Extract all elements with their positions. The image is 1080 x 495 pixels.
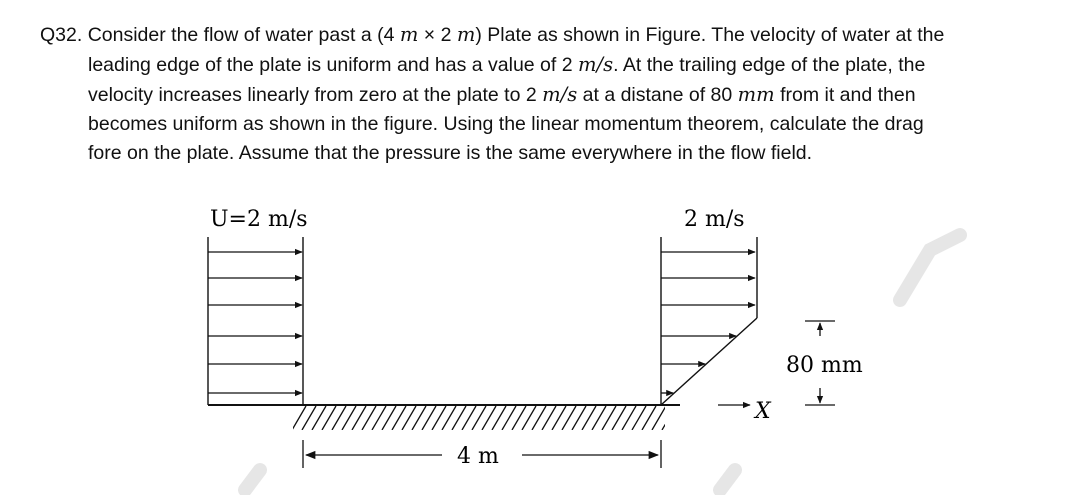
hatch-line bbox=[672, 406, 686, 430]
watermark bbox=[245, 190, 960, 490]
thickness-label: 80 mm bbox=[786, 353, 863, 378]
inlet-arrows bbox=[208, 252, 302, 393]
plate-hatching bbox=[292, 406, 696, 430]
question-line-4: becomes uniform as shown in the figure. Using the linear momentum theorem, calculate the drag bbox=[88, 113, 924, 135]
flow-figure bbox=[0, 190, 1080, 495]
inlet-velocity-profile bbox=[208, 237, 303, 405]
hatch-line bbox=[682, 406, 696, 430]
question-line-5: fore on the plate. Assume that the pressure is the same everywhere in the flow field. bbox=[88, 142, 813, 164]
outlet-velocity-label: 2 m/s bbox=[684, 207, 745, 232]
x-axis-label: X bbox=[755, 399, 771, 424]
question-line-1: Q32. Consider the flow of water past a (4 m × 2 m) Plate as shown in Figure. The velocity of water at the bbox=[40, 23, 945, 46]
outlet-profile-linear-edge bbox=[661, 318, 757, 405]
inlet-velocity-label: U=2 m/s bbox=[210, 207, 308, 232]
outlet-velocity-profile bbox=[661, 237, 757, 405]
question-line-2: leading edge of the plate is uniform and has a value of 2 m/s. At the trailing edge of the plate, the bbox=[88, 53, 926, 76]
plate-length-label: 4 m bbox=[457, 444, 499, 469]
question-line-3: velocity increases linearly from zero at the plate to 2 m/s at a distane of 80 mm from it and then bbox=[88, 83, 916, 106]
question-text bbox=[40, 20, 1070, 168]
outlet-arrows bbox=[661, 252, 755, 393]
